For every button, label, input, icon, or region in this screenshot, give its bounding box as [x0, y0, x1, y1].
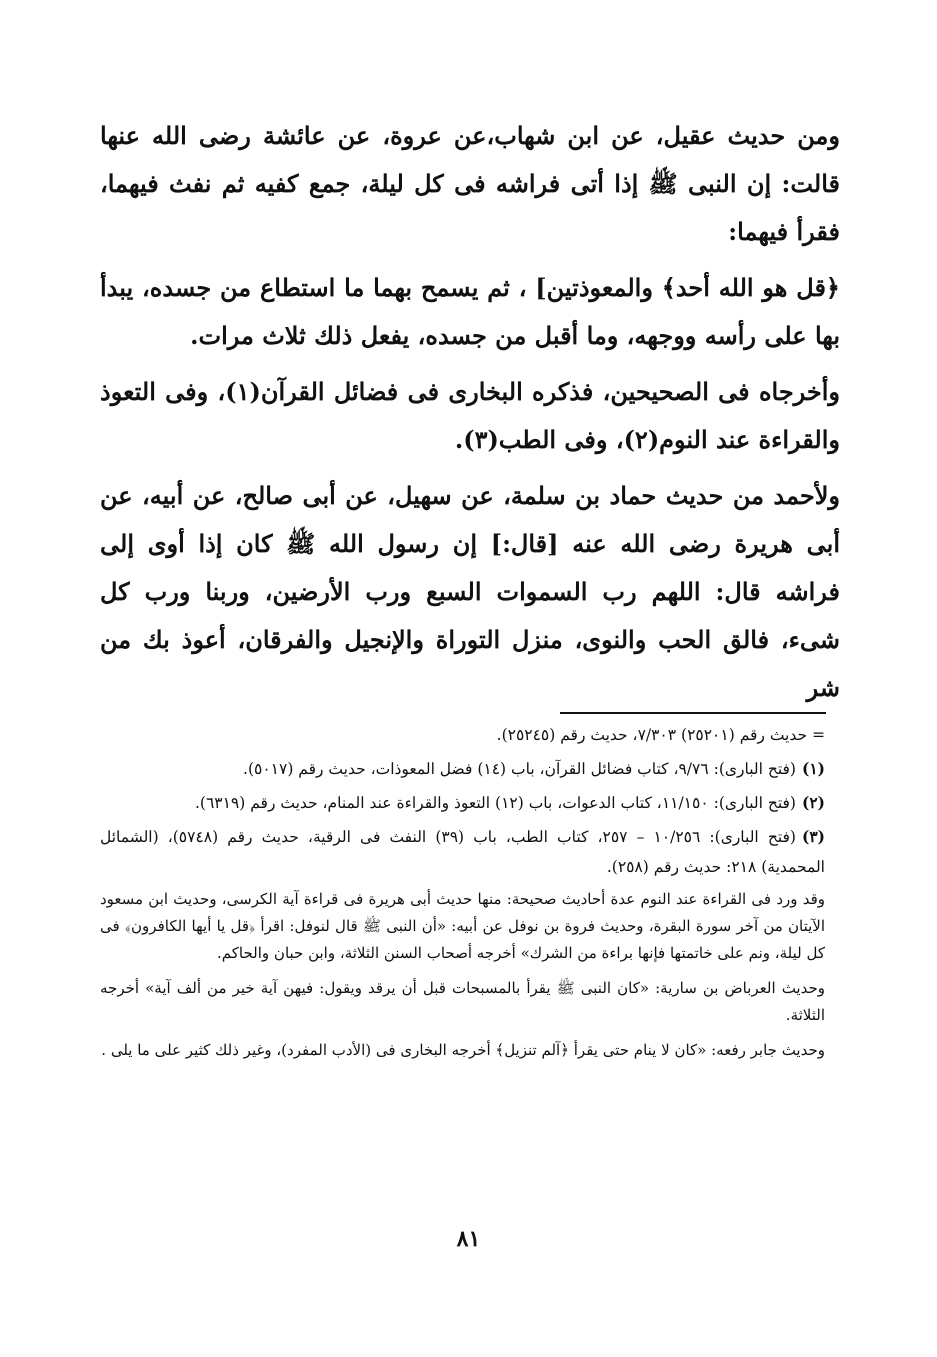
footnote-1: [100, 754, 825, 784]
footnote-extra-3: وحديث جابر رفعه: «كان لا ينام حتى يقرأ ﴿آلم تنزيل﴾ أخرجه البخارى فى (الأدب المفرد)، وغير ذلك كثير على ما يلى .: [101, 1041, 825, 1059]
paragraph-4: ولأحمد من حديث حماد بن سلمة، عن سهيل، عن أبى صالح، عن أبيه، عن أبى هريرة رضى الله عنه [قال:] إن رسول الله ﷺ كان إذا أوى إلى فراشه قال: اللهم رب السموات السبع ورب الأرضين، وربنا ورب كل شىء، فالق الحب والنوى، منزل التوراة والإنجيل والفرقان، أعوذ بك من شر: [100, 481, 840, 702]
footnote-3: [100, 822, 825, 882]
footnote-separator: [560, 712, 826, 714]
main-text: [100, 112, 840, 720]
footnote-text: (فتح البارى): ١١/١٥٠، كتاب الدعوات، باب (١٢) التعوذ والقراءة عند المنام، حديث رقم (٦٣١٩).: [194, 794, 796, 812]
paragraph-1: ومن حديث عقيل، عن ابن شهاب،عن عروة، عن عائشة رضى الله عنها قالت: إن النبى ﷺ إذا أتى فراشه فى كل ليلة، جمع كفيه ثم نفث فيهما، فقرأ فيهما:: [100, 121, 840, 246]
footnote-text: (فتح البارى): ١٠/٢٥٦ – ٢٥٧، كتاب الطب، باب (٣٩) النفث فى الرقية، حديث رقم (٥٧٤٨)، (الشمائل المحمدية) ٢١٨: حديث رقم (٢٥٨).: [100, 828, 825, 876]
footnote-ref: (٢): [801, 793, 825, 812]
page-number: ٨١: [456, 1226, 481, 1252]
footnote-ref: (١): [801, 759, 825, 778]
footnote-extra-2: وحديث العرباض بن سارية: «كان النبى ﷺ يقرأ بالمسبحات قبل أن يرقد ويقول: فيهن آية خير من ألف آية» أخرجه الثلاثة.: [100, 979, 825, 1024]
paragraph-3: وأخرجاه فى الصحيحين، فذكره البخارى فى فضائل القرآن(١)، وفى التعوذ والقراءة عند النوم(٢)، وفى الطب(٣).: [100, 377, 841, 454]
footnotes: [100, 720, 825, 1072]
paragraph-2: ﴿قل هو الله أحد﴾ والمعوذتين] ، ثم يسمح بهما ما استطاع من جسده، يبدأ بها على رأسه ووجهه، وما أقبل من جسده، يفعل ذلك ثلاث مرات.: [100, 273, 840, 350]
footnote-continuation: = حديث رقم (٢٥٢٠١) ٧/٣٠٣، حديث رقم (٢٥٢٤٥).: [496, 726, 825, 744]
footnote-extra-1: وقد ورد فى القراءة عند النوم عدة أحاديث صحيحة: منها حديث أبى هريرة فى قراءة آية الكرسى، وحديث ابن مسعود الآيتان من آخر سورة البقرة، وحديث فروة بن نوفل عن أبيه: «أن النبى ﷺ قال لنوفل: اقرأ ﴿قل يا أيها الكافرون﴾ فى كل ليلة، ونم على خاتمتها فإنها براءة من الشرك» أخرجه أصحاب السنن الثلاثة، وابن حبان والحاكم.: [100, 890, 825, 962]
footnote-text: (فتح البارى): ٩/٧٦، كتاب فضائل القرآن، باب (١٤) فضل المعوذات، حديث رقم (٥٠١٧).: [243, 760, 796, 778]
footnote-ref: (٣): [801, 827, 825, 846]
footnote-2: [100, 788, 825, 818]
